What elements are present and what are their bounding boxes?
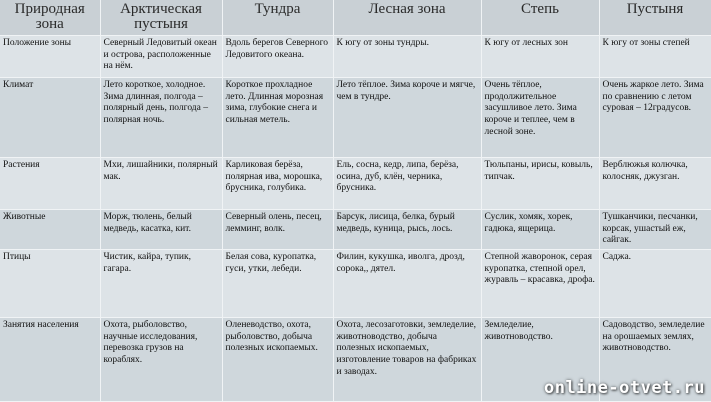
table-cell: Короткое прохладное лето. Длинная морозная зима, глубокие снега и сильная метель. <box>222 78 333 158</box>
row-label: Птицы <box>0 250 100 318</box>
header-tundra: Тундра <box>222 0 333 36</box>
table-cell: Северный олень, песец, лемминг, волк. <box>222 210 333 250</box>
header-arctic-desert: Арктическая пустыня <box>100 0 222 36</box>
header-row <box>0 0 711 36</box>
header-steppe: Степь <box>481 0 599 36</box>
table-cell: Вдоль берегов Северного Ледовитого океана. <box>222 36 333 78</box>
row-climate <box>0 78 711 158</box>
table-cell: К югу от зоны тундры. <box>333 36 481 78</box>
row-animals <box>0 210 711 250</box>
table-cell: Белая сова, куропатка, гуси, утки, лебеди. <box>222 250 333 318</box>
table-cell: Морж, тюлень, белый медведь, касатка, кит. <box>100 210 222 250</box>
header-forest-zone: Лесная зона <box>333 0 481 36</box>
table-cell: Лето тёплое. Зима короче и мягче, чем в тундре. <box>333 78 481 158</box>
header-natural-zone: Природная зона <box>0 0 100 36</box>
table-cell: Ель, сосна, кедр, липа, берёза, осина, дуб, клён, черника, брусника. <box>333 158 481 210</box>
row-label: Животные <box>0 210 100 250</box>
row-label: Климат <box>0 78 100 158</box>
row-label: Занятия населения <box>0 318 100 402</box>
table-cell: Оленеводство, охота, рыболовство, добыча полезных ископаемых. <box>222 318 333 402</box>
site-watermark: online-otvet.ru <box>543 378 705 398</box>
table-cell: Садоводство, земледелие на орошаемых землях, животноводство. <box>599 318 711 402</box>
table-cell: Степной жаворонок, серая куропатка, степной орел, журавль – красавка, дрофа. <box>481 250 599 318</box>
table-cell: Барсук, лисица, белка, бурый медведь, куница, рысь, лось. <box>333 210 481 250</box>
table-cell: Охота, рыболовство, научные исследования, перевозка грузов на кораблях. <box>100 318 222 402</box>
table-cell: К югу от зоны степей <box>599 36 711 78</box>
table-cell: Северный Ледовитый океан и острова, расположенные на нём. <box>100 36 222 78</box>
table-cell: Карликовая берёза, полярная ива, морошка, брусника, голубика. <box>222 158 333 210</box>
header-desert: Пустыня <box>599 0 711 36</box>
table-cell: Тюльпаны, ирисы, ковыль, типчак. <box>481 158 599 210</box>
table-cell: Верблюжья колючка, колосняк, джузган. <box>599 158 711 210</box>
table-cell: Очень жаркое лето. Зима по сравнению с летом суровая – 12градусов. <box>599 78 711 158</box>
row-zone-location <box>0 36 711 78</box>
row-label: Положение зоны <box>0 36 100 78</box>
table-cell: Охота, лесозаготовки, земледелие, животноводство, добыча полезных ископаемых, изготовление товаров на фабриках и заводах. <box>333 318 481 402</box>
row-label: Растения <box>0 158 100 210</box>
table-cell: К югу от лесных зон <box>481 36 599 78</box>
table-cell: Лето короткое, холодное. Зима длинная, полгода – полярный день, полгода – полярная ночь. <box>100 78 222 158</box>
table-cell: Саджа. <box>599 250 711 318</box>
table-cell: Филин, кукушка, иволга, дрозд, сорока,, дятел. <box>333 250 481 318</box>
table-cell: Тушканчики, песчанки, корсак, ушастый еж, сайгак. <box>599 210 711 250</box>
row-birds <box>0 250 711 318</box>
table-cell: Мхи, лишайники, полярный мак. <box>100 158 222 210</box>
table-cell: Очень тёплое, продолжительное засушливое лето. Зима короче и теплее, чем в лесной зоне. <box>481 78 599 158</box>
table-cell: Чистик, кайра, тупик, гагара. <box>100 250 222 318</box>
table-cell: Суслик, хомяк, хорек, гадюка, ящерица. <box>481 210 599 250</box>
row-plants <box>0 158 711 210</box>
table-cell: Земледелие, животноводство. <box>481 318 599 402</box>
